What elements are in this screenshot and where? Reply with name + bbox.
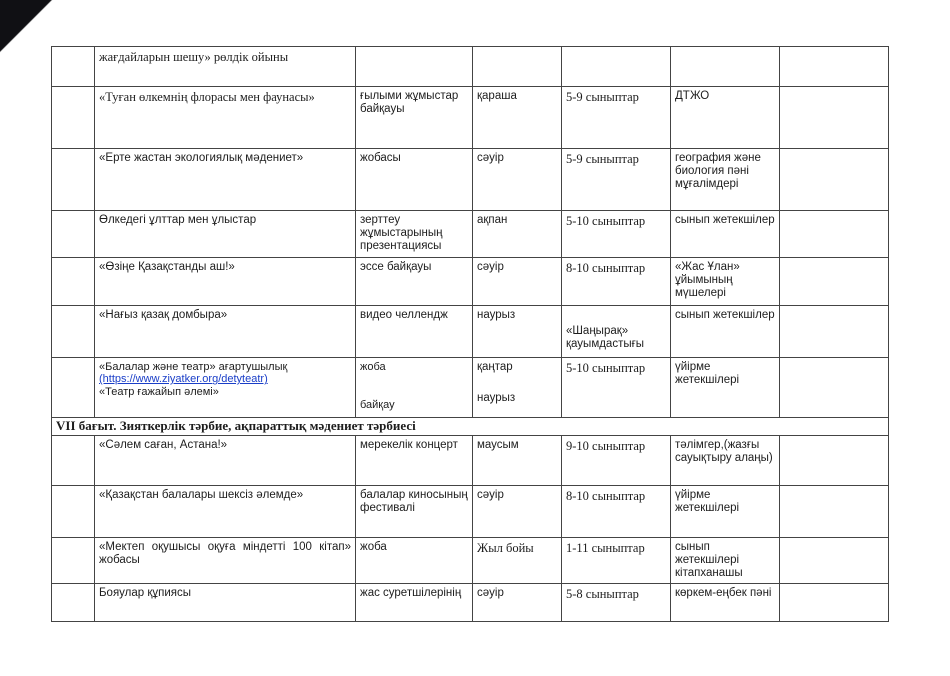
- event-title: «Ерте жастан экологиялық мәдениет»: [95, 149, 356, 211]
- event-responsible: тәлімгер,(жазғы сауықтыру алаңы): [671, 435, 780, 485]
- number-cell: [52, 305, 95, 357]
- event-form-b: байқау: [360, 399, 395, 412]
- number-cell: [52, 87, 95, 149]
- event-title: [95, 357, 356, 417]
- mark-cell: [780, 485, 889, 537]
- event-form: балалар киносының фестивалі: [356, 485, 473, 537]
- event-date: қараша: [473, 87, 562, 149]
- event-title: «Туған өлкемнің флорасы мен фаунасы»: [95, 87, 356, 149]
- event-classes: [562, 47, 671, 87]
- mark-cell: [780, 537, 889, 584]
- event-form: мерекелік концерт: [356, 435, 473, 485]
- section-heading: VII бағыт. Зияткерлік тәрбие, ақпараттық мәдениет тәрбиесі: [52, 417, 889, 435]
- event-responsible: сынып жетекшілері кітапханашы: [671, 537, 780, 584]
- event-form: ғылыми жұмыстар байқауы: [356, 87, 473, 149]
- event-date: ақпан: [473, 211, 562, 258]
- table-row: [52, 211, 889, 258]
- event-form: [356, 357, 473, 417]
- mark-cell: [780, 584, 889, 622]
- event-title: «Сәлем саған, Астана!»: [95, 435, 356, 485]
- table-row: [52, 87, 889, 149]
- event-title: Бояулар құпиясы: [95, 584, 356, 622]
- event-title-line1: «Балалар және театр» ағартушылық: [99, 360, 288, 373]
- number-cell: [52, 47, 95, 87]
- event-title-line2: «Театр ғажайып әлемі»: [99, 385, 219, 398]
- event-form: жоба: [356, 537, 473, 584]
- mark-cell: [780, 149, 889, 211]
- event-classes: 9-10 сыныптар: [562, 435, 671, 485]
- event-responsible: география және биология пәні мұғалімдері: [671, 149, 780, 211]
- number-cell: [52, 257, 95, 305]
- event-classes: 5-9 сыныптар: [562, 149, 671, 211]
- event-classes: 5-10 сыныптар: [562, 357, 671, 417]
- table-row: [52, 257, 889, 305]
- event-form: [356, 47, 473, 87]
- event-date: сәуір: [473, 584, 562, 622]
- event-title: «Өзіңе Қазақстанды аш!»: [95, 257, 356, 305]
- event-form-a: жоба: [360, 360, 386, 373]
- table-row: [52, 357, 889, 417]
- mark-cell: [780, 47, 889, 87]
- event-date: [473, 47, 562, 87]
- event-responsible: [671, 47, 780, 87]
- table-row: [52, 47, 889, 87]
- event-date: сәуір: [473, 149, 562, 211]
- event-title: жағдайларын шешу» рөлдік ойыны: [95, 47, 356, 87]
- table-row: [52, 537, 889, 584]
- event-classes: 5-9 сыныптар: [562, 87, 671, 149]
- event-responsible: «Жас Ұлан» ұйымының мүшелері: [671, 257, 780, 305]
- table-row: [52, 485, 889, 537]
- mark-cell: [780, 305, 889, 357]
- event-date-a: қаңтар: [477, 360, 513, 373]
- number-cell: [52, 584, 95, 622]
- table-row: [52, 149, 889, 211]
- event-classes: 1-11 сыныптар: [562, 537, 671, 584]
- event-classes: 5-10 сыныптар: [562, 211, 671, 258]
- event-form: видео челлендж: [356, 305, 473, 357]
- event-classes: 5-8 сыныптар: [562, 584, 671, 622]
- section-row: [52, 417, 889, 435]
- event-responsible: сынып жетекшілер: [671, 305, 780, 357]
- event-classes: 8-10 сыныптар: [562, 485, 671, 537]
- event-responsible: үйірме жетекшілері: [671, 357, 780, 417]
- event-responsible: сынып жетекшілер: [671, 211, 780, 258]
- event-responsible: көркем-еңбек пәні: [671, 584, 780, 622]
- table-row: [52, 305, 889, 357]
- mark-cell: [780, 357, 889, 417]
- event-link[interactable]: (https://www.ziyatker.org/detyteatr): [99, 373, 268, 386]
- mark-cell: [780, 211, 889, 258]
- number-cell: [52, 357, 95, 417]
- event-form: жас суретшілерінің: [356, 584, 473, 622]
- event-date: [473, 357, 562, 417]
- table-row: [52, 584, 889, 622]
- mark-cell: [780, 257, 889, 305]
- event-title: «Нағыз қазақ домбыра»: [95, 305, 356, 357]
- mark-cell: [780, 435, 889, 485]
- event-title: Өлкедегі ұлттар мен ұлыстар: [95, 211, 356, 258]
- event-date: маусым: [473, 435, 562, 485]
- event-title: «Мектеп оқушысы оқуға міндетті 100 кітап» жобасы: [95, 537, 356, 584]
- number-cell: [52, 537, 95, 584]
- event-responsible: ДТЖО: [671, 87, 780, 149]
- event-responsible: үйірме жетекшілері: [671, 485, 780, 537]
- event-classes: [562, 305, 671, 357]
- event-title: «Қазақстан балалары шексіз әлемде»: [95, 485, 356, 537]
- event-date: сәуір: [473, 257, 562, 305]
- event-date: сәуір: [473, 485, 562, 537]
- event-form: эссе байқауы: [356, 257, 473, 305]
- event-classes-text: «Шаңырақ» қауымдастығы: [566, 324, 645, 350]
- table-row: [52, 435, 889, 485]
- event-classes: 8-10 сыныптар: [562, 257, 671, 305]
- number-cell: [52, 435, 95, 485]
- number-cell: [52, 485, 95, 537]
- number-cell: [52, 149, 95, 211]
- event-date: Жыл бойы: [473, 537, 562, 584]
- event-date-b: наурыз: [477, 391, 516, 404]
- plan-table: [51, 46, 889, 622]
- mark-cell: [780, 87, 889, 149]
- event-form: зерттеу жұмыстарының презентациясы: [356, 211, 473, 258]
- event-form: жобасы: [356, 149, 473, 211]
- number-cell: [52, 211, 95, 258]
- event-date: наурыз: [473, 305, 562, 357]
